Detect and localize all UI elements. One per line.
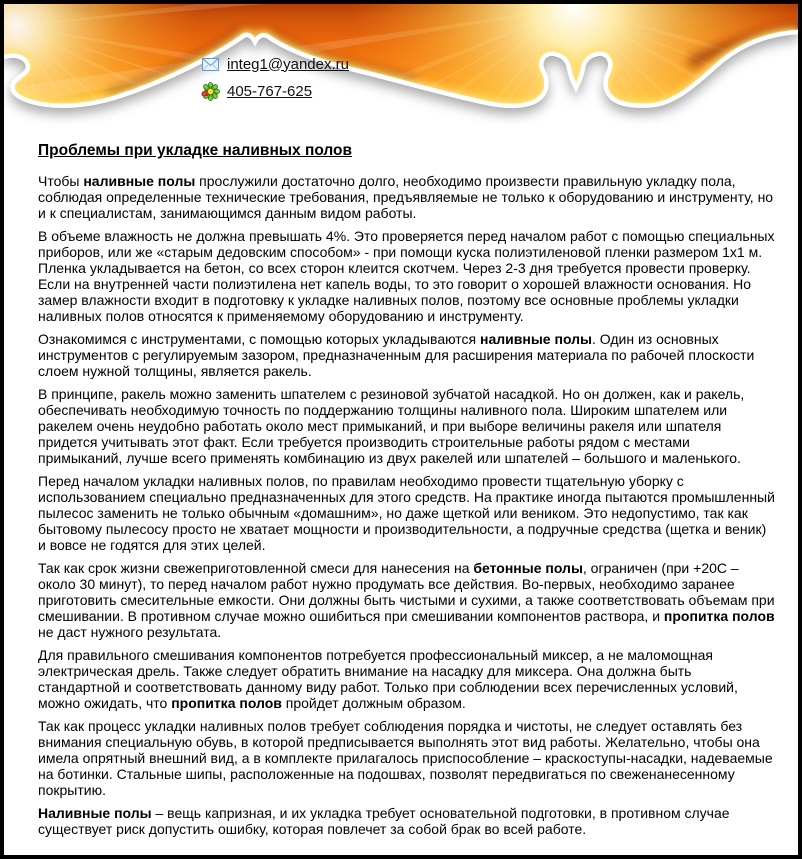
email-link[interactable]: integ1@yandex.ru <box>227 55 349 73</box>
article-paragraph: Для правильного смешивания компонентов потребуется профессиональный миксер, а не маломощная электрическая дрель. Также следует обратить внимание на насадку для миксера. Она должна быть стандартной и соответствовать данному виду работ. Только при соблюдении всех перечисленных условий, можно ожидать, что пропитка полов пройдет должным образом. <box>38 647 738 711</box>
icq-flower-icon <box>200 82 220 101</box>
envelope-icon <box>200 58 220 71</box>
contact-email-row <box>200 53 349 75</box>
contact-block <box>200 53 349 107</box>
header-wave-graphic <box>4 4 798 136</box>
contact-icq-row <box>200 80 349 102</box>
article-paragraph: Так как срок жизни свежеприготовленной смеси для нанесения на бетонные полы, ограничен (при +20С – около 30 минут), то перед началом работ нужно продумать все действия. Во-первых, необходимо заранее приготовить смесительные емкости. Они должны быть чистыми и сухими, а также соответствовать объемам при смешивании. В противном случае можно ошибиться при смешивании компонентов раствора, и пропитка полов не даст нужного результата. <box>38 560 775 640</box>
article-paragraph: В принципе, ракель можно заменить шпателем с резиновой зубчатой насадкой. Но он должен, как и ракель, обеспечивать необходимую точность по поддержанию толщины наливного пола. Широким шпателем или ракелем очень неудобно работать около мест примыканий, и при выборе величины ракеля или шпателя придется учитывать этот факт. Если требуется производить строительные работы рядом с местами примыканий, лучше всего применять комбинацию из двух ракелей или шпателей – большого и маленького. <box>38 386 745 466</box>
article <box>4 136 798 837</box>
article-body <box>38 173 776 837</box>
article-paragraph: Так как процесс укладки наливных полов требует соблюдения порядка и чистоты, не следует оставлять без внимания специальную обувь, в которой предписывается выполнять этот вид работы. Желательно, чтобы она имела опрятный внешний вид, а в комплекте прилагалось приспособление – краскоступы-насадки, надеваемые на ботинки. Стальные шипы, расположенные на подошвах, позволят передвигаться по свеженанесенному покрытию. <box>38 718 773 798</box>
article-paragraph: Чтобы наливные полы прослужили достаточно долго, необходимо произвести правильную укладку пола, соблюдая определенные технические требования, предъявляемые не только к оборудованию и инструменту, но и к специалистам, занимающимся данным видом работы. <box>38 173 774 221</box>
article-paragraph: Ознакомимся с инструментами, с помощью которых укладываются наливные полы. Один из основных инструментов с регулируемым зазором, предназначенным для расширения материала по рабочей плоскости слоем нужной толщины, является ракель. <box>38 331 755 379</box>
icq-link[interactable]: 405-767-625 <box>227 82 313 100</box>
page-title: Проблемы при укладке наливных полов <box>38 142 353 159</box>
article-paragraph: Перед началом укладки наливных полов, по правилам необходимо провести тщательную уборку с использованием специально предназначенных для этого средств. На практике иногда пытаются промышленный пылесос заменить не только обычным «домашним», но даже щеткой или веником. Это недопустимо, так как бытовому пылесосу просто не хватает мощности и производительности, а подручные средства (щетка и веник) и вовсе не годятся для этих целей. <box>38 473 775 553</box>
header-banner <box>4 4 798 136</box>
article-paragraph: Наливные полы – вещь капризная, и их укладка требует основательной подготовки, в противном случае существует риск допустить ошибку, которая повлечет за собой брак во всей работе. <box>38 805 730 837</box>
article-paragraph: В объеме влажность не должна превышать 4%. Это проверяется перед началом работ с помощью специальных приборов, или же «старым дедовским способом» - при помощи куска полиэтиленовой пленки размером 1х1 м. Пленка укладывается на бетон, со всех сторон клеится скотчем. Через 2-3 дня требуется провести проверку. Если на внутренней части полиэтилена нет капель воды, то это говорит о хорошей влажности основания. Но замер влажности входит в подготовку к укладке наливных полов, поэтому все основные проблемы укладки наливных полов относятся к применяемому оборудованию и инструменту. <box>38 228 775 324</box>
